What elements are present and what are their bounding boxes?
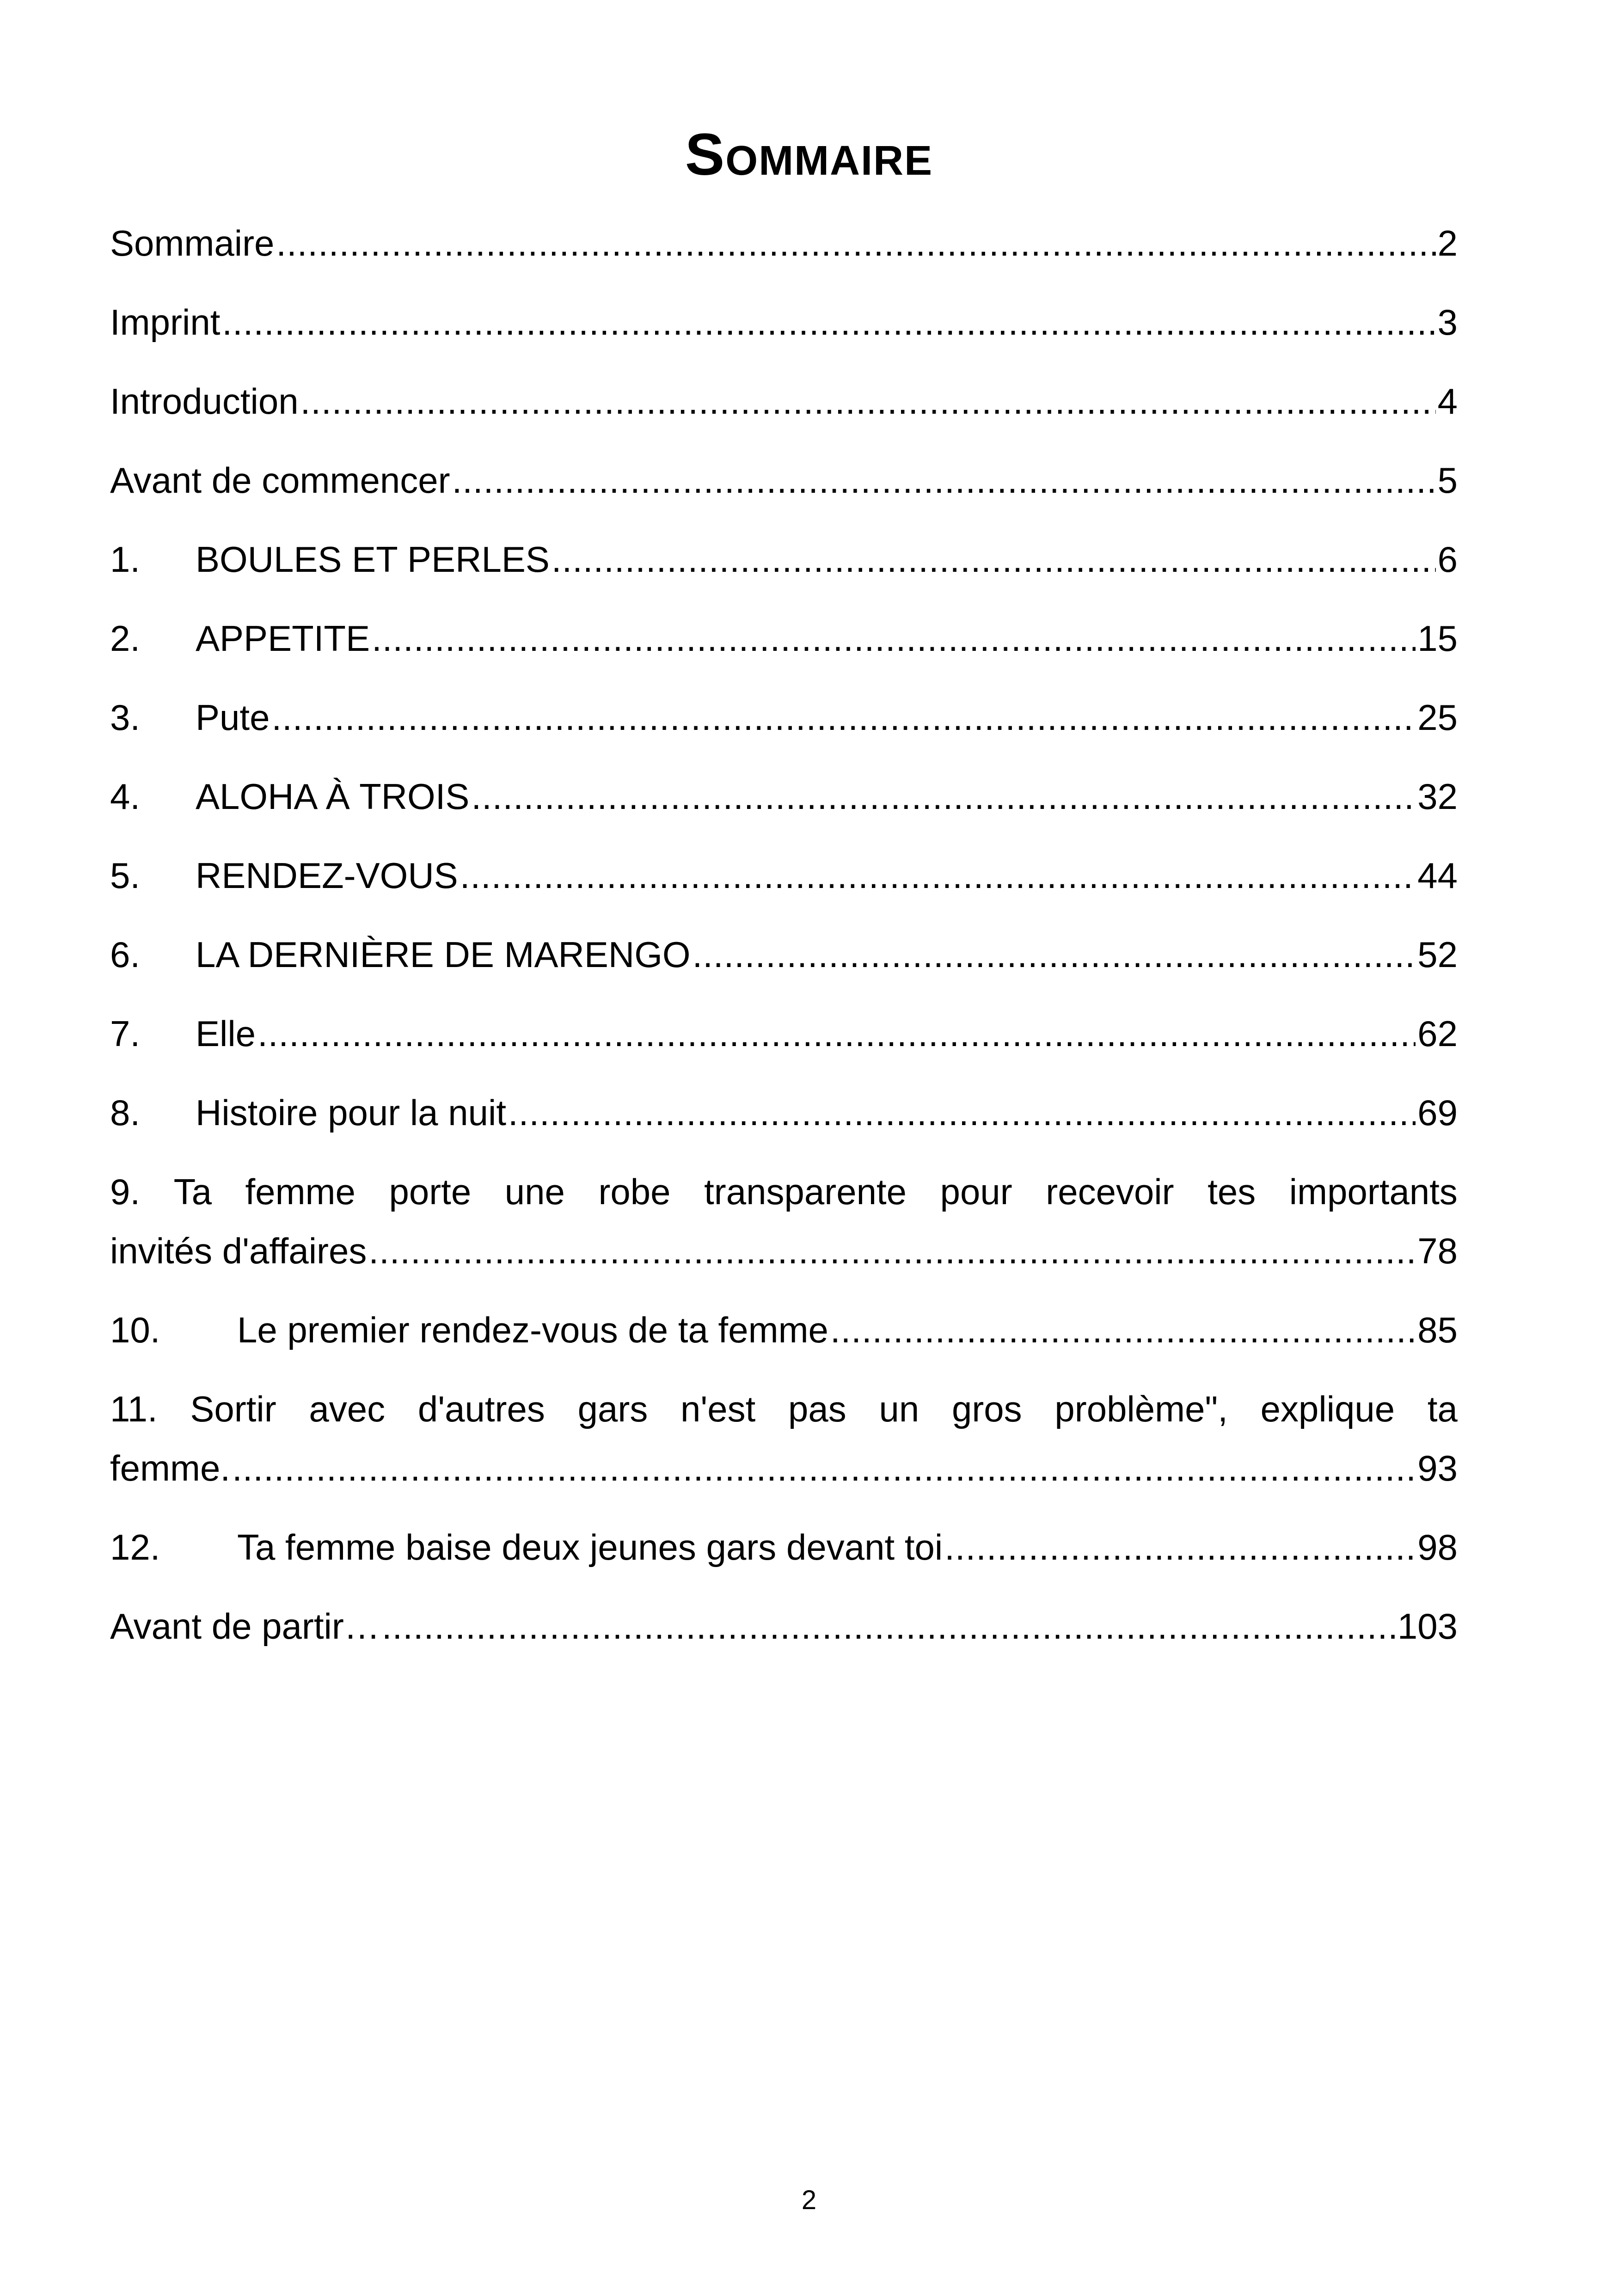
toc-entry-word: une [504, 1171, 565, 1212]
dot-leader [276, 214, 1435, 273]
toc-entry-word: explique [1260, 1389, 1395, 1429]
toc-entry-chapter-3[interactable] [110, 688, 1458, 747]
toc-entry-number: 9. [110, 1171, 141, 1212]
toc-entry-chapter-6[interactable] [110, 925, 1458, 984]
toc-entry-label: Avant de commencer [110, 460, 450, 501]
toc-entry-page: 103 [1397, 1606, 1458, 1647]
toc-entry-word: recevoir [1046, 1171, 1174, 1212]
toc-entry-page: 78 [1417, 1231, 1458, 1271]
dot-leader [382, 1597, 1396, 1656]
toc-entry-word: robe [598, 1171, 671, 1212]
dot-leader [368, 1221, 1416, 1280]
toc-entry-page: 4 [1437, 381, 1458, 422]
toc-entry-page: 6 [1437, 539, 1458, 580]
toc-entry-label: Imprint [110, 302, 221, 343]
toc-entry-page: 62 [1417, 1013, 1458, 1054]
toc-entry-chapter-2[interactable] [110, 609, 1458, 668]
toc-entry-word: Ta [173, 1171, 212, 1212]
toc-entry-word: tes [1207, 1171, 1256, 1212]
toc-entry-chapter-5[interactable] [110, 846, 1458, 905]
dot-leader [222, 293, 1435, 352]
toc-entry-label: Histoire pour la nuit [196, 1092, 506, 1133]
dot-leader [508, 1083, 1416, 1142]
page-title: Sommaire [685, 122, 933, 188]
toc-entry-chapter-9[interactable] [110, 1162, 1458, 1280]
toc-entry-page: 2 [1437, 223, 1458, 263]
toc-entry-label: Ta femme baise deux jeunes gars devant toi [237, 1527, 943, 1567]
toc-entry-label-continued: invités d'affaires [110, 1231, 367, 1271]
table-of-contents [110, 214, 1458, 1676]
toc-entry-chapter-10[interactable] [110, 1300, 1458, 1359]
toc-entry-word: gars [577, 1389, 648, 1429]
toc-entry-page: 44 [1417, 855, 1458, 896]
dot-leader [830, 1300, 1416, 1359]
toc-entry-label-continued: femme. [110, 1448, 231, 1488]
toc-entry-page: 15 [1417, 618, 1458, 659]
dot-leader [452, 451, 1436, 510]
toc-entry-label: BOULES ET PERLES [196, 539, 550, 580]
toc-entry-number: 10. [110, 1310, 160, 1350]
dot-leader [232, 1439, 1416, 1498]
toc-entry-number: 12. [110, 1527, 160, 1567]
toc-entry-page: 3 [1437, 302, 1458, 343]
toc-entry-number: 4. [110, 776, 141, 817]
toc-entry-page: 93 [1417, 1448, 1458, 1488]
toc-entry-word: d'autres [417, 1389, 545, 1429]
toc-entry-word: gros [951, 1389, 1022, 1429]
toc-entry-label: LA DERNIÈRE DE MARENGO [196, 934, 691, 975]
toc-entry-avant-de-partir[interactable] [110, 1597, 1458, 1656]
toc-entry-number: 6. [110, 934, 141, 975]
toc-entry-label: Pute [196, 697, 270, 738]
toc-entry-number: 8. [110, 1092, 141, 1133]
toc-entry-avant-de-commencer[interactable] [110, 451, 1458, 510]
toc-entry-word: porte [389, 1171, 472, 1212]
toc-entry-label: Avant de partir… [110, 1606, 380, 1647]
dot-leader [693, 925, 1416, 984]
dot-leader [300, 372, 1436, 431]
toc-entry-introduction[interactable] [110, 372, 1458, 431]
toc-entry-chapter-4[interactable] [110, 767, 1458, 826]
toc-entry-chapter-8[interactable] [110, 1083, 1458, 1142]
dot-leader [460, 846, 1416, 905]
toc-entry-chapter-1[interactable] [110, 530, 1458, 589]
dot-leader [471, 767, 1416, 826]
toc-entry-word: pour [940, 1171, 1012, 1212]
toc-entry-word: importants [1289, 1171, 1458, 1212]
toc-entry-page: 98 [1417, 1527, 1458, 1567]
toc-entry-label: Le premier rendez-vous de ta femme [237, 1310, 828, 1350]
toc-entry-label: Sommaire [110, 223, 275, 263]
toc-entry-word: pas [788, 1389, 846, 1429]
toc-entry-number: 1. [110, 539, 141, 580]
toc-entry-page: 5 [1437, 460, 1458, 501]
toc-entry-page: 69 [1417, 1092, 1458, 1133]
toc-entry-label: Introduction [110, 381, 299, 422]
dot-leader [944, 1518, 1416, 1577]
toc-entry-word: ta [1427, 1389, 1458, 1429]
toc-entry-sommaire[interactable] [110, 214, 1458, 273]
toc-entry-chapter-11[interactable] [110, 1379, 1458, 1498]
toc-entry-word: n'est [680, 1389, 756, 1429]
toc-entry-label: RENDEZ-VOUS [196, 855, 458, 896]
dot-leader [257, 1004, 1416, 1063]
toc-entry-word: avec [309, 1389, 386, 1429]
toc-entry-word: femme [245, 1171, 355, 1212]
toc-entry-chapter-12[interactable] [110, 1518, 1458, 1577]
toc-entry-word: problème", [1054, 1389, 1228, 1429]
dot-leader [552, 530, 1436, 589]
toc-entry-label: Elle [196, 1013, 256, 1054]
dot-leader [372, 609, 1416, 668]
toc-entry-word: un [879, 1389, 919, 1429]
toc-entry-chapter-7[interactable] [110, 1004, 1458, 1063]
toc-entry-number: 11. [110, 1389, 158, 1429]
toc-entry-word: Sortir [190, 1389, 276, 1429]
toc-entry-number: 7. [110, 1013, 141, 1054]
toc-entry-page: 25 [1417, 697, 1458, 738]
toc-entry-label: APPETITE [196, 618, 370, 659]
toc-entry-number: 2. [110, 618, 141, 659]
toc-entry-number: 3. [110, 697, 141, 738]
toc-entry-page: 32 [1417, 776, 1458, 817]
dot-leader [271, 688, 1416, 747]
toc-entry-number: 5. [110, 855, 141, 896]
toc-entry-label: ALOHA À TROIS [196, 776, 470, 817]
toc-entry-word: transparente [704, 1171, 907, 1212]
page-number: 2 [801, 2185, 817, 2215]
toc-entry-page: 85 [1417, 1310, 1458, 1350]
toc-entry-page: 52 [1417, 934, 1458, 975]
toc-entry-imprint[interactable] [110, 293, 1458, 352]
